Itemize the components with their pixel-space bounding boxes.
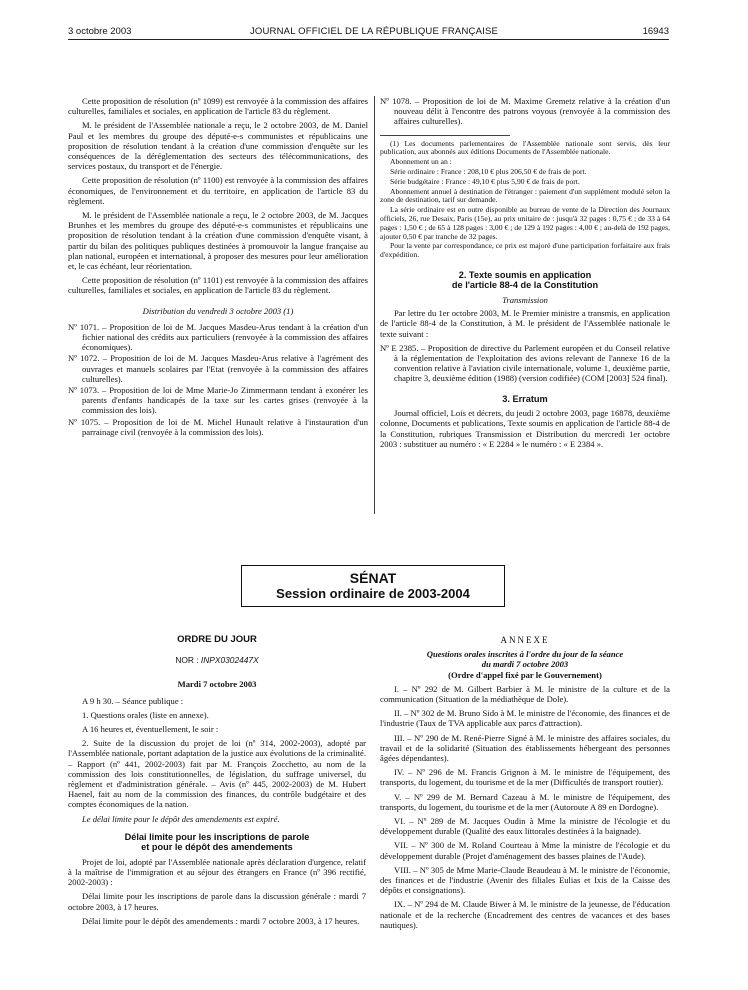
list-item: Nº 1075. – Proposition de loi de M. Michel Hunault relative à l'instauration d'un parrainage civil (renvoyée à la commission des lois). [68, 416, 368, 437]
paragraph: Par lettre du 1er octobre 2003, M. le Premier ministre a transmis, en application de l'article 88-4 de la Constitution, à M. le président de l'Assemblée nationale le texte suivant : [380, 308, 670, 339]
questions-order-note: (Ordre d'appel fixé par le Gouvernement) [448, 669, 602, 680]
footnote-line: Abonnement un an : [390, 157, 452, 167]
section-heading [380, 270, 670, 291]
list-item: Nº E 2385. – Proposition de directive du Parlement européen et du Conseil relative à la réglementation de l'exploitation des avions relevant de l'annexe 16 de la convention relative à l'aviation civile internationale, volume 1, deuxième partie, chapitre 3, deuxième édition (1988) (version codifiée) (COM [2003] 524 final). [380, 342, 670, 384]
senat-subtitle: Session ordinaire de 2003-2004 [276, 586, 470, 601]
paragraph: Cette proposition de résolution (nº 1100) est renvoyée à la commission des affaires économiques, de l'environnement et du territoire, en application de l'article 83 du règlement. [68, 175, 368, 206]
deadline-heading [68, 832, 366, 853]
subheading: Transmission [502, 294, 548, 305]
questions-heading: Questions orales inscrites à l'ordre du jour de la séance [426, 649, 624, 660]
question-item: IX. – Nº 294 de M. Claude Biwer à M. le ministre de la jeunesse, de l'éducation nationale et de la recherche (Encadrement des centres de vacances et des bases nautiques). [380, 899, 670, 930]
right-column-bottom [380, 635, 670, 934]
footnote [380, 140, 670, 260]
paragraph: Projet de loi, adopté par l'Assemblée nationale après déclaration d'urgence, relatif à la maîtrise de l'immigration et au séjour des étrangers en France (nº 396 rectifié, 2002-2003) : [68, 856, 366, 888]
right-column-top [380, 96, 670, 453]
list-item: Nº 1078. – Proposition de loi de M. Maxime Gremetz relative à la création d'un nouveau délit à l'encontre des patrons voyous (renvoyée à la commission des affaires culturelles). [380, 96, 670, 127]
senat-title: SÉNAT [349, 570, 397, 586]
paragraph: Le délai limite pour le dépôt des amendements est expiré. [82, 813, 280, 824]
left-column-top [68, 96, 368, 438]
distribution-heading: Distribution du vendredi 3 octobre 2003 (1) [142, 305, 294, 316]
paragraph: 2. Suite de la discussion du projet de loi (nº 314, 2002-2003), adopté par l'Assemblée nationale, portant adaptation de la justice aux évolutions de la criminalité. – Rapport (nº 441, 2002-2003) fait par M. François Zocchetto, au nom de la commission des lois constitutionnelles, de législation, du suffrage universel, du règlement et d'administration générale. – Avis (nº 445, 2002-2003) de M. Hubert Haenel, fait au nom de la commission des finances, du contrôle budgétaire et des comptes économiques de la nation. [68, 738, 366, 810]
nor-code: INPX0302447X [200, 655, 259, 666]
questions-heading-date: du mardi 7 octobre 2003 [481, 659, 569, 670]
list-item: Nº 1072. – Proposition de loi de M. Jacques Masdeu-Arus relative à l'agrément des ouvrages et manuels scolaires par l'Etat (renvoyée à la commission des affaires culturelles). [68, 353, 368, 384]
agenda-date: Mardi 7 octobre 2003 [177, 679, 257, 690]
paragraph: M. le président de l'Assemblée nationale a reçu, le 2 octobre 2003, de M. Jacques Brunhes et les membres du groupe des député-e-s communistes et républicains une proposition de résolution tendant à la création d'une commission d'enquête visant, à partir du bilan des politiques publiques destinées à promouvoir la langue française au plan national, européen et international, à proposer des mesures pour leur amélioration et, le cas échéant, leur réorientation. [68, 210, 368, 272]
question-item: I. – Nº 292 de M. Gilbert Barbier à M. le ministre de la culture et de la communication (Situation de la médiathèque de Dole). [380, 683, 670, 705]
question-item: VI. – Nº 289 de M. Jacques Oudin à Mme la ministre de l'écologie et du développement durable (Qualité des eaux littorales destinées à la baignade). [380, 816, 670, 837]
paragraph: M. le président de l'Assemblée nationale a reçu, le 2 octobre 2003, de M. Daniel Paul et les membres du groupe des député-e-s communistes et républicains une proposition de résolution tendant à la création d'une commission d'enquête sur les conséquences de la déréglementation des secteurs des télécommunications, des services postaux, du transport et de l'énergie. [68, 120, 368, 172]
header-title: JOURNAL OFFICIEL DE LA RÉPUBLIQUE FRANÇAISE [249, 26, 499, 37]
question-item: V. – Nº 299 de M. Bernard Cazeau à M. le ministre de l'équipement, des transports, du logement, du tourisme et de la mer (Autoroute A 89 en Dordogne). [380, 791, 670, 812]
question-item: VII. – Nº 300 de M. Roland Courteau à Mme la ministre de l'écologie et du développement durable (Projet d'aménagement des basses plaines de l'Aude). [380, 840, 670, 861]
column-divider [374, 96, 375, 514]
page-header [0, 0, 748, 40]
footnote-rule [380, 135, 510, 136]
footnote-line: Série ordinaire : France : 208,10 € plus 206,50 € de frais de port. [390, 167, 587, 176]
section-heading-line: 2. Texte soumis en application [458, 269, 592, 280]
question-item: VIII. – Nº 305 de Mme Marie-Claude Beaudeau à M. le ministre de l'économie, des finances et de l'industrie (Avenir des filiales Eulias et Ixis de la Caisse des dépôts et consignations). [380, 864, 670, 896]
senat-banner [241, 565, 505, 607]
footnote-line: Série budgétaire : France : 49,10 € plus 5,90 € de frais de port. [390, 176, 580, 186]
paragraph: Délai limite pour les inscriptions de parole dans la discussion générale : mardi 7 octobre 2003, à 17 heures. [68, 891, 366, 912]
section-heading-line: de l'article 88-4 de la Constitution [451, 280, 599, 291]
list-item: Nº 1071. – Proposition de loi de M. Jacques Masdeu-Arus tendant à la création d'un fichier national des crédits aux particuliers (renvoyée à la commission des affaires économiques). [68, 321, 368, 353]
nor-label: NOR : [175, 655, 201, 666]
annex-heading: ANNEXE [500, 635, 550, 645]
agenda-heading: ORDRE DU JOUR [177, 634, 257, 645]
header-page-number: 16943 [642, 26, 669, 37]
paragraph: A 16 heures et, éventuellement, le soir : [82, 724, 219, 735]
header-rule [68, 39, 669, 40]
question-item: II. – Nº 302 de M. Bruno Sido à M. le ministre de l'économie, des finances et de l'industrie (Taux de TVA applicable aux parcs d'attraction). [380, 708, 670, 729]
deadline-heading-line: et pour le dépôt des amendements [141, 842, 293, 853]
paragraph: Journal officiel, Lois et décrets, du jeudi 2 octobre 2003, page 16878, deuxième colonne, Documents et publications, Texte soumis en application de l'article 88-4 de la Constitution, rubriques Transmission et Distribution du mercredi 1er octobre 2003 : substituer au numéro : « E 2284 » le numéro : « E 2384 ». [380, 408, 670, 449]
list-item: Nº 1073. – Proposition de loi de Mme Marie-Jo Zimmermann tendant à exonérer les parents d'enfants handicapés de la taxe sur les cartes grises (renvoyée à la commission des lois). [68, 385, 368, 416]
left-column-bottom [68, 635, 366, 930]
question-item: III. – Nº 290 de M. René-Pierre Signé à M. le ministre des affaires sociales, du travail et de la solidarité (Situation des établissements hébergeant des personnes âgées dépendantes). [380, 732, 670, 764]
paragraph: Cette proposition de résolution (nº 1101) est renvoyée à la commission des affaires culturelles, familiales et sociales, en application de l'article 83 du règlement. [68, 275, 368, 296]
deadline-heading-line: Délai limite pour les inscriptions de parole [124, 831, 310, 842]
footnote-line: Abonnement annuel à destination de l'étranger : paiement d'un supplément modulé selon la zone de destination, tarif sur demande. [380, 186, 670, 205]
header-date: 3 octobre 2003 [68, 26, 132, 37]
footnote-line: (1) Les documents parlementaires de l'Assemblée nationale sont servis, dès leur publication, aux abonnés aux éditions Documents de l'Assemblée nationale. [380, 138, 670, 157]
question-item: IV. – Nº 296 de M. Francis Grignon à M. le ministre de l'équipement, des transports, du logement, du tourisme et de la mer (Difficultés de transport routier). [380, 767, 670, 788]
paragraph: Délai limite pour le dépôt des amendements : mardi 7 octobre 2003, à 17 heures. [82, 915, 360, 926]
footnote-line: Pour la vente par correspondance, ce prix est majoré d'une participation forfaitaire aux frais d'expédition. [380, 241, 670, 260]
paragraph: 1. Questions orales (liste en annexe). [82, 709, 209, 720]
footnote-line: La série ordinaire est en outre disponible au bureau de vente de la Direction des Journaux officiels, 26, rue Desaix, Paris (15e), au prix unitaire de : jusqu'à 32 pages : 0,75 € ; de 33 à 64 pages : 1,50 € ; de 65 à 128 pages : 3,00 € ; de 129 à 192 pages : 4,00 € ; au-delà de 192 pages, ajouter 0,50 € par tranche de 32 pages. [380, 205, 670, 241]
nor-reference [68, 655, 366, 665]
erratum-heading: 3. Erratum [502, 393, 548, 404]
paragraph: A 9 h 30. – Séance publique : [82, 695, 184, 706]
paragraph: Cette proposition de résolution (nº 1099) est renvoyée à la commission des affaires culturelles, familiales et sociales, en application de l'article 83 du règlement. [68, 96, 368, 117]
